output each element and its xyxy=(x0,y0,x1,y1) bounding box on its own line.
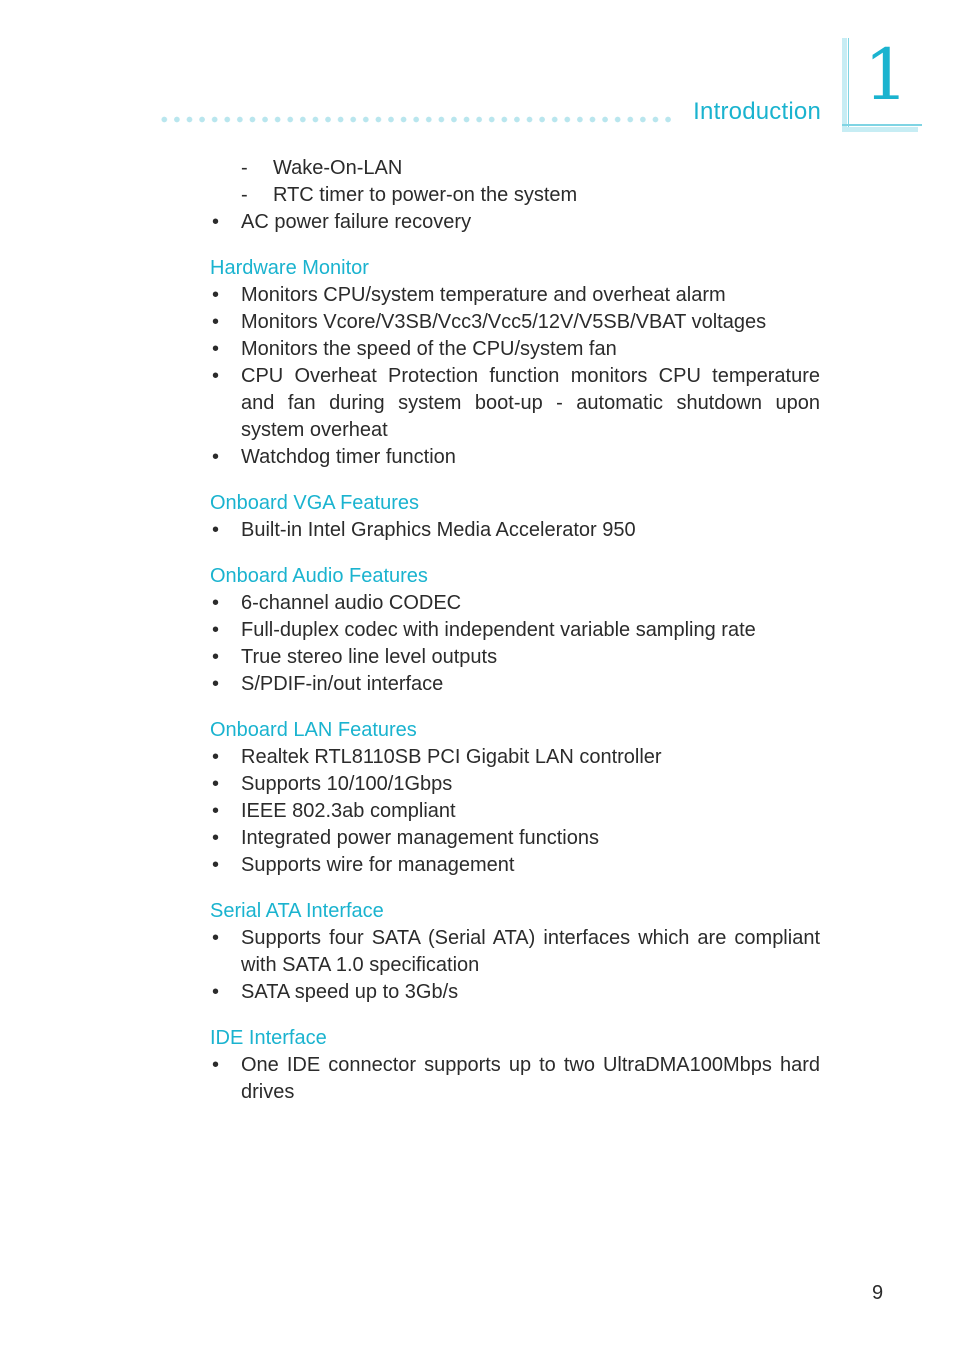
list-item-text: Realtek RTL8110SB PCI Gigabit LAN controller xyxy=(241,746,662,768)
bullet-marker: • xyxy=(212,827,220,849)
bullet-marker: • xyxy=(212,365,220,387)
bullet-marker: • xyxy=(212,746,220,768)
list-item xyxy=(210,209,820,236)
feature-list xyxy=(210,282,820,471)
list-item-text: Integrated power management functions xyxy=(241,827,599,849)
list-item-text: AC power failure recovery xyxy=(241,211,472,233)
list-item-text: Full-duplex codec with independent variable sampling rate xyxy=(241,619,756,641)
list-item xyxy=(210,444,820,471)
bullet-marker: • xyxy=(212,211,220,233)
section-heading: Onboard VGA Features xyxy=(210,492,420,514)
bullet-marker: • xyxy=(212,619,220,641)
feature-list xyxy=(210,517,820,544)
bullet-marker: • xyxy=(212,284,220,306)
chapter-title: Introduction xyxy=(693,98,821,125)
list-item xyxy=(210,771,820,798)
section-heading: Onboard Audio Features xyxy=(210,565,428,587)
page-content xyxy=(210,155,820,1106)
list-item-text: 6-channel audio CODEC xyxy=(241,592,462,614)
list-item xyxy=(210,798,820,825)
section-heading: IDE Interface xyxy=(210,1027,327,1049)
dash-marker: - xyxy=(241,184,248,206)
list-item xyxy=(210,925,820,979)
list-item-text: Supports 10/100/1Gbps xyxy=(241,773,453,795)
list-item xyxy=(210,155,820,182)
list-item xyxy=(210,309,820,336)
chapter-marker-bar xyxy=(842,38,847,132)
section-heading: Onboard LAN Features xyxy=(210,719,417,741)
list-item-text: One IDE connector supports up to two UltraDMA100Mbps hard drives xyxy=(241,1054,820,1103)
list-item xyxy=(210,282,820,309)
list-item xyxy=(210,644,820,671)
list-item xyxy=(210,182,820,209)
list-item xyxy=(210,1052,820,1106)
list-item-text: Supports four SATA (Serial ATA) interfaces which are compliant with SATA 1.0 specification xyxy=(241,927,820,976)
list-item-text: S/PDIF-in/out interface xyxy=(241,673,444,695)
bullet-marker: • xyxy=(212,673,220,695)
section-onboard-audio xyxy=(210,563,820,698)
list-item-text: SATA speed up to 3Gb/s xyxy=(241,981,459,1003)
bullet-marker: • xyxy=(212,311,220,333)
section-onboard-vga xyxy=(210,490,820,544)
chapter-marker-line xyxy=(848,38,849,130)
header-dotted-rule xyxy=(158,116,674,123)
chapter-marker xyxy=(842,34,922,132)
bullet-marker: • xyxy=(212,646,220,668)
list-item-text: Built-in Intel Graphics Media Accelerator 950 xyxy=(241,519,636,541)
list-item-text: Supports wire for management xyxy=(241,854,515,876)
section-onboard-lan xyxy=(210,717,820,879)
section-hardware-monitor xyxy=(210,255,820,471)
list-item-text: CPU Overheat Protection function monitors CPU temperature and fan during system boot-up - automatic shutdown upon system overheat xyxy=(241,365,820,441)
list-item-text: True stereo line level outputs xyxy=(241,646,498,668)
list-item-text: Monitors CPU/system temperature and overheat alarm xyxy=(241,284,726,306)
bullet-marker: • xyxy=(212,854,220,876)
list-item-text: Monitors Vcore/V3SB/Vcc3/Vcc5/12V/V5SB/VBAT voltages xyxy=(241,311,767,333)
list-item-text: Watchdog timer function xyxy=(241,446,456,468)
chapter-marker-underline xyxy=(842,124,922,126)
bullet-marker: • xyxy=(212,446,220,468)
list-item xyxy=(210,336,820,363)
list-item xyxy=(210,363,820,444)
intro-list xyxy=(210,155,820,236)
list-item xyxy=(210,979,820,1006)
bullet-marker: • xyxy=(212,981,220,1003)
bullet-marker: • xyxy=(212,927,220,949)
bullet-marker: • xyxy=(212,773,220,795)
bullet-marker: • xyxy=(212,592,220,614)
list-item-text: Monitors the speed of the CPU/system fan xyxy=(241,338,617,360)
bullet-marker: • xyxy=(212,800,220,822)
list-item xyxy=(210,825,820,852)
page-number: 9 xyxy=(872,1282,884,1304)
bullet-marker: • xyxy=(212,519,220,541)
list-item xyxy=(210,590,820,617)
list-item-text: Wake-On-LAN xyxy=(273,157,403,179)
list-item-text: IEEE 802.3ab compliant xyxy=(241,800,456,822)
chapter-number: 1 xyxy=(864,34,909,116)
list-item xyxy=(210,671,820,698)
list-item xyxy=(210,744,820,771)
section-heading: Hardware Monitor xyxy=(210,257,369,279)
bullet-marker: • xyxy=(212,338,220,360)
list-item xyxy=(210,517,820,544)
dash-marker: - xyxy=(241,157,248,179)
bullet-marker: • xyxy=(212,1054,220,1076)
list-item xyxy=(210,617,820,644)
section-ide-interface xyxy=(210,1025,820,1106)
feature-list xyxy=(210,1052,820,1106)
chapter-marker-underbar xyxy=(842,127,918,132)
feature-list xyxy=(210,744,820,879)
list-item xyxy=(210,852,820,879)
list-item-text: RTC timer to power-on the system xyxy=(273,184,578,206)
section-serial-ata xyxy=(210,898,820,1006)
section-heading: Serial ATA Interface xyxy=(210,900,384,922)
feature-list xyxy=(210,590,820,698)
feature-list xyxy=(210,925,820,1006)
